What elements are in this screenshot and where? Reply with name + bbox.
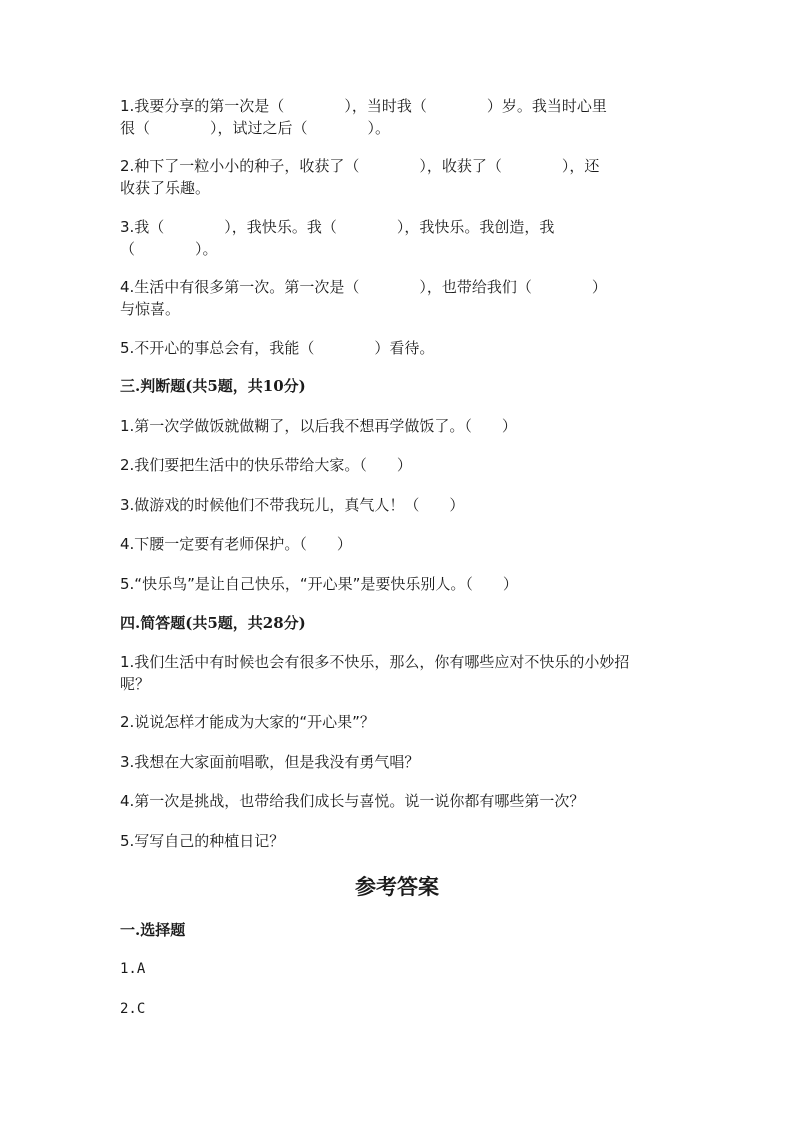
- question-line: 1.我们生活中有时候也会有很多不快乐，那么，你有哪些应对不快乐的小妙招: [120, 653, 630, 671]
- judge-item-1: 1.第一次学做饭就做糊了，以后我不想再学做饭了。（ ）: [120, 417, 517, 435]
- short-question-5: 5.写写自己的种植日记？: [120, 832, 285, 850]
- fill-question-4: [120, 276, 665, 320]
- question-line: 与惊喜。: [120, 300, 181, 318]
- judge-item-5: 5.“快乐鸟”是让自己快乐，“开心果”是要快乐别人。（ ）: [120, 575, 518, 593]
- fill-question-5: [120, 337, 665, 359]
- fill-question-2: [120, 155, 665, 199]
- section-heading-short: 四.简答题(共5题，共28分): [120, 614, 306, 632]
- short-question-2: 2.说说怎样才能成为大家的“开心果”？: [120, 713, 375, 731]
- judge-item-3: 3.做游戏的时候他们不带我玩儿，真气人！（ ）: [120, 496, 465, 514]
- short-question-3: 3.我想在大家面前唱歌，但是我没有勇气唱？: [120, 753, 420, 771]
- fill-question-1: [120, 95, 665, 139]
- answer-item-2: 2.C: [120, 1001, 146, 1017]
- question-line: 4.生活中有很多第一次。第一次是（ ），也带给我们（ ）: [120, 278, 607, 296]
- question-line: 呢？: [120, 675, 151, 693]
- question-line: 3.我（ ），我快乐。我（ ），我快乐。我创造，我: [120, 218, 555, 236]
- question-line: 1.我要分享的第一次是（ ），当时我（ ）岁。我当时心里: [120, 97, 607, 115]
- question-line: 很（ ），试过之后（ ）。: [120, 119, 391, 137]
- judge-item-4: 4.下腰一定要有老师保护。（ ）: [120, 535, 352, 553]
- question-line: 收获了乐趣。: [120, 179, 211, 197]
- short-question-1: [120, 651, 665, 695]
- answer-item-1: 1.A: [120, 961, 146, 977]
- fill-question-3: [120, 216, 665, 260]
- question-line: 2.种下了一粒小小的种子，收获了（ ），收获了（ ），还: [120, 157, 600, 175]
- answer-key-title: 参考答案: [355, 874, 439, 899]
- answer-section-heading: 一.选择题: [120, 921, 186, 939]
- short-question-4: 4.第一次是挑战，也带给我们成长与喜悦。说一说你都有哪些第一次？: [120, 792, 585, 810]
- question-line: 5.不开心的事总会有，我能（ ）看待。: [120, 339, 435, 357]
- section-heading-judge: 三.判断题(共5题，共10分): [120, 377, 306, 395]
- question-line: （ ）。: [120, 240, 218, 258]
- judge-item-2: 2.我们要把生活中的快乐带给大家。（ ）: [120, 456, 412, 474]
